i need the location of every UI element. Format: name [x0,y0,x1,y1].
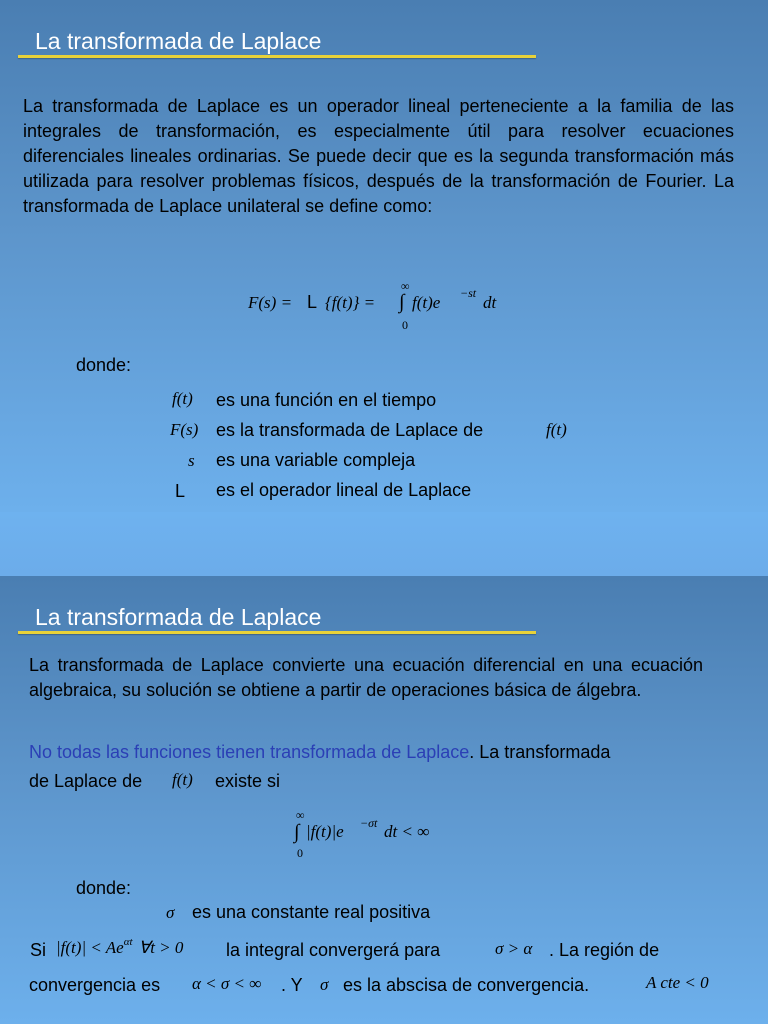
laplace-operator-symbol: L [307,292,318,312]
formula-brace: {f(t)} = [325,293,376,312]
integral-sign: ∫ [294,821,300,843]
intro-paragraph: La transformada de Laplace es un operador lineal perteneciente a la familia de las integrales de transformación, es especialmente útil para resolver ecuaciones diferenciales lineales ordinarias. Se puede decir que es la segunda transformación más utilizada para resolver problemas físicos, después de la transformación de Fourier. La transformada de Laplace unilateral se define como: [23,96,734,216]
sigma-definition: es una constante real positiva [192,902,431,922]
region-text: . La región de [549,940,660,960]
si-label: Si [30,940,47,960]
def-text-ft: es una función en el tiempo [216,390,437,410]
convergence-text: la integral convergerá para [226,940,441,960]
y-text: . Y [281,975,303,995]
existence-line-2b: existe si [215,771,281,791]
def-text-Fs: es la transformada de Laplace de [216,420,484,440]
def-symbol-s: s [188,451,195,470]
slide-2 [0,576,768,1024]
region-range: α < σ < ∞ [192,974,262,993]
def-extra-ft: f(t) [546,420,567,439]
def-symbol-ft: f(t) [172,389,193,408]
a-cte-note: A cte < 0 [646,973,709,992]
integral-sign: ∫ [399,291,405,313]
formula-integrand: f(t)e [412,293,441,312]
slide-2-title: La transformada de Laplace [35,604,322,630]
title-underline [18,631,536,634]
integral-upper-limit: ∞ [296,808,305,822]
abscisa-text: es la abscisa de convergencia. [343,975,590,995]
def-text-L: es el operador lineal de Laplace [216,480,472,500]
existence-symbol-ft: f(t) [172,770,193,789]
convergence-condition: σ > α [495,939,533,958]
existence-line-2a: de Laplace de [29,771,143,791]
bound-condition [56,938,183,958]
after-highlight-text: . La transformada [469,742,611,762]
convergence-tail: dt < ∞ [384,822,430,841]
slide-1-title: La transformada de Laplace [35,28,322,54]
sigma-symbol: σ [166,903,175,922]
formula-lhs: F(s) = [248,293,293,312]
slide-gap [0,512,768,576]
def-text-s: es una variable compleja [216,450,416,470]
title-underline [18,55,536,58]
bound-condition-exponent: αt [123,936,133,948]
integral-lower-limit: 0 [402,318,408,332]
def-symbol-L: L [175,481,186,501]
bound-condition-tail: ∀t > 0 [138,938,184,957]
existence-line-1 [29,742,610,763]
integral-lower-limit: 0 [297,846,303,860]
formula-exponent: −st [460,286,477,300]
highlight-text: No todas las funciones tienen transformada de Laplace [29,742,470,762]
convergence-integrand: |f(t)|e [306,822,344,841]
bound-condition-main: |f(t)| < Ae [56,938,124,957]
convert-paragraph: La transformada de Laplace convierte una ecuación diferencial en una ecuación algebraica, su solución se obtiene a partir de operaciones básica de álgebra. [29,655,703,700]
convergence-exponent: −σt [360,816,378,830]
def-symbol-Fs: F(s) [170,420,199,439]
donde-label-2: donde: [76,878,132,898]
sigma-symbol-2: σ [320,975,329,994]
integral-upper-limit: ∞ [401,279,410,293]
convergencia-es-text: convergencia es [29,975,161,995]
formula-dt: dt [483,293,497,312]
donde-label: donde: [76,355,132,375]
